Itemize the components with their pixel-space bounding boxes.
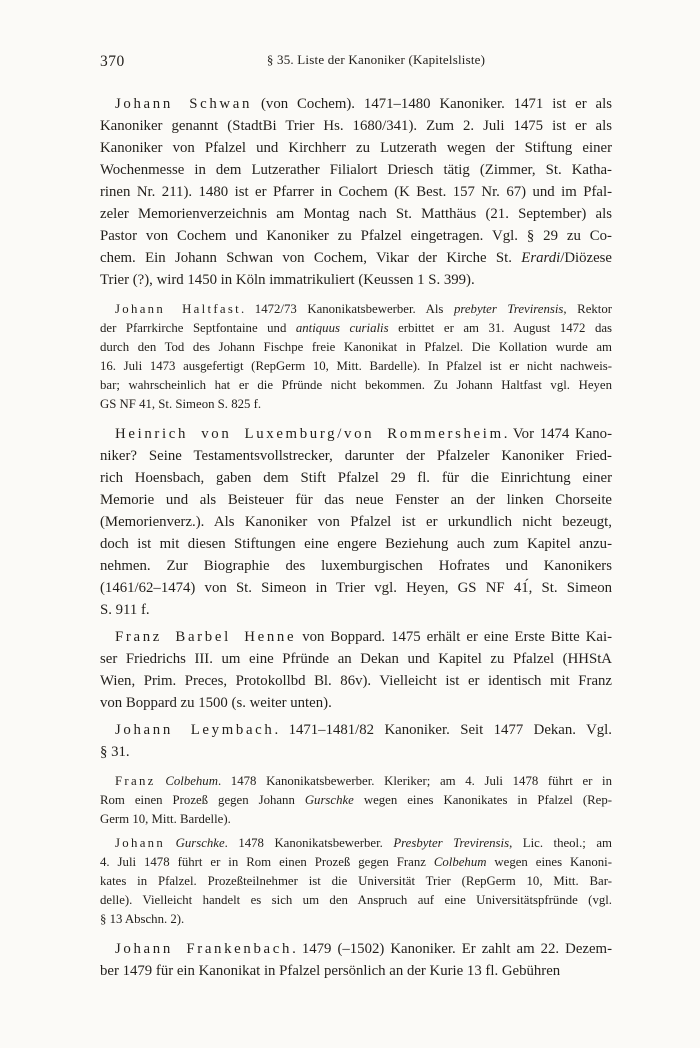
text-segment: 4. Juli 1478 führt er in Rom einen Prozeß gegen Franz: [100, 855, 434, 869]
text-segment: doch ist mit diesen Stiftungen eine engere Beziehung auch zum Kapitel anzu-: [100, 536, 612, 552]
text-segment: nehmen. Zur Biographie des luxemburgischen Hofrates und Kanonikers: [100, 558, 612, 574]
text-segment: durch den Tod des Johann Fischpe freie Kanonikat in Pfalzel. Die Kollation wurde am: [100, 340, 612, 354]
text-line: [100, 319, 612, 338]
text-segment: von Boppard zu 1500 (s. weiter unten).: [100, 695, 332, 711]
text-line: [100, 599, 612, 621]
text-line: [100, 300, 612, 319]
text-segment: . Vor 1474 Kano-: [503, 426, 612, 442]
person-name: Franz Barbel Henne: [115, 629, 297, 645]
paragraph: [100, 938, 612, 982]
text-segment: Pastor von Cochem und Kanoniker zu Pfalzel eingetragen. Vgl. § 29 zu Co-: [100, 228, 612, 244]
text-segment: . 1479 (–1502) Kanoniker. Er zahlt am 22. Dezem-: [292, 941, 612, 957]
text-segment: GS NF 41, St. Simeon S. 825 f.: [100, 397, 262, 411]
text-line: [100, 960, 612, 982]
text-line: [100, 719, 612, 741]
text-line: [100, 810, 612, 829]
person-name: Johann Leymbach: [115, 722, 275, 738]
text-line: [100, 181, 612, 203]
text-line: [100, 357, 612, 376]
text-line: [100, 626, 612, 648]
text-segment: (Memorienverz.). Als Kanoniker von Pfalzel ist er urkundlich nicht bezeugt,: [100, 514, 612, 530]
text-line: [100, 115, 612, 137]
text-segment: Kanoniker von Pfalzel und Kirchherr zu Lutzerath wegen der Stiftung einer: [100, 140, 612, 156]
text-segment: Colbehum: [433, 855, 487, 869]
text-segment: Gurschke: [304, 793, 354, 807]
text-line: [100, 772, 612, 791]
text-line: [100, 938, 612, 960]
page-header: [100, 52, 612, 74]
text-segment: (1461/62–1474) von St. Simeon in Trier vgl. Heyen, GS NF 41́, St. Simeon: [100, 580, 612, 596]
text-segment: 16. Juli 1473 ausgefertigt (RepGerm 10, Mitt. Bardelle). In Pfalzel ist er nicht nachweis-: [100, 359, 612, 373]
text-segment: kates in Pfalzel. Prozeßteilnehmer ist die Universität Trier (RepGerm 10, Mitt. Bar-: [100, 874, 612, 888]
text-line: [100, 648, 612, 670]
text-line: [100, 834, 612, 853]
person-name: Johann Haltfast: [115, 302, 242, 316]
person-name: Johann Frankenbach: [115, 941, 293, 957]
text-line: [100, 511, 612, 533]
text-segment: Presbyter Trevirensis: [393, 836, 510, 850]
text-segment: Colbehum: [165, 774, 218, 788]
text-line: [100, 376, 612, 395]
text-segment: ser Friedrichs III. um eine Pfründe an Dekan und Kapitel zu Pfalzel (HHStA: [100, 651, 612, 667]
paragraph: [100, 423, 612, 621]
text-segment: chem. Ein Johann Schwan von Cochem, Vikar der Kirche St.: [100, 250, 522, 266]
text-segment: . 1472/73 Kanonikatsbewerber. Als: [241, 302, 454, 316]
text-line: [100, 159, 612, 181]
text-line: [100, 853, 612, 872]
text-line: [100, 93, 612, 115]
text-segment: rinen Nr. 211). 1480 ist er Pfarrer in Cochem (K Best. 157 Nr. 67) und im Pfal-: [100, 184, 612, 200]
paragraph: [100, 834, 612, 929]
text-line: [100, 269, 612, 291]
text-segment: Germ 10, Mitt. Bardelle).: [100, 812, 231, 826]
text-segment: . 1478 Kanonikatsbewerber. Kleriker; am 4. Juli 1478 führt er in: [217, 774, 612, 788]
page-body: [100, 93, 612, 982]
text-segment: der Pfarrkirche Septfontaine und: [100, 321, 296, 335]
person-name: Franz: [115, 774, 156, 788]
text-line: [100, 395, 612, 414]
text-segment: Memorie und als Beisteuer für das neue Fenster an der linken Chorseite: [100, 492, 612, 508]
text-segment: delle). Vielleicht handelt es sich um den Anspruch auf eine Universitätspfründe (vgl.: [100, 893, 612, 907]
text-segment: ber 1479 für ein Kanonikat in Pfalzel persönlich an der Kurie 13 fl. Gebühren: [100, 963, 561, 979]
text-segment: antiquus curialis: [295, 321, 389, 335]
person-name: Johann: [115, 836, 166, 850]
scanned-book-page: [100, 52, 612, 982]
text-segment: wegen eines Kanoni-: [486, 855, 612, 869]
text-segment: wegen eines Kanonikates in Pfalzel (Rep-: [353, 793, 612, 807]
text-segment: prebyter Trevirensis: [453, 302, 564, 316]
text-line: [100, 489, 612, 511]
person-name: Johann Schwan: [115, 96, 253, 112]
text-line: [100, 791, 612, 810]
text-line: [100, 137, 612, 159]
text-segment: niker? Seine Testamentsvollstrecker, darunter der Pfalzeler Kanoniker Fried-: [100, 448, 612, 464]
text-line: [100, 670, 612, 692]
paragraph: [100, 626, 612, 714]
text-segment: Wien, Prim. Preces, Protokollbd Bl. 86v). Vielleicht ist er identisch mit Franz: [100, 673, 612, 689]
text-segment: (von Cochem). 1471–1480 Kanoniker. 1471 ist er als: [252, 96, 612, 112]
text-line: [100, 910, 612, 929]
paragraph: [100, 93, 612, 291]
text-segment: § 31.: [100, 744, 130, 760]
text-line: [100, 555, 612, 577]
text-line: [100, 247, 612, 269]
page-number: 370: [100, 53, 125, 70]
paragraph: [100, 719, 612, 763]
person-name: Heinrich von Luxemburg/von Rommersheim: [115, 426, 504, 442]
text-segment: , Rektor: [563, 302, 612, 316]
text-segment: erbittet er am 31. August 1472 das: [388, 321, 612, 335]
text-segment: § 13 Abschn. 2).: [100, 912, 185, 926]
text-segment: Trier (?), wird 1450 in Köln immatrikuliert (Keussen 1 S. 399).: [100, 272, 475, 288]
text-segment: . 1471–1481/82 Kanoniker. Seit 1477 Dekan. Vgl.: [274, 722, 612, 738]
text-line: [100, 467, 612, 489]
text-line: [100, 577, 612, 599]
text-line: [100, 225, 612, 247]
running-title: § 35. Liste der Kanoniker (Kapitelsliste): [266, 52, 486, 67]
text-segment: Wochenmesse in dem Lutzerather Filialort Driesch tätig (Zimmer, St. Katha-: [100, 162, 612, 178]
text-line: [100, 533, 612, 555]
text-line: [100, 692, 612, 714]
text-segment: [165, 836, 176, 850]
text-segment: S. 911 f.: [100, 602, 150, 618]
paragraph: [100, 300, 612, 414]
text-segment: Rom einen Prozeß gegen Johann: [100, 793, 305, 807]
text-segment: Kanoniker genannt (StadtBi Trier Hs. 1680/341). Zum 2. Juli 1475 ist er als: [100, 118, 612, 134]
text-line: [100, 872, 612, 891]
paragraph: [100, 772, 612, 829]
text-segment: /Diözese: [560, 250, 612, 266]
text-line: [100, 423, 612, 445]
text-segment: zeler Memorienverzeichnis am Montag nach St. Matthäus (21. September) als: [100, 206, 612, 222]
text-segment: von Boppard. 1475 erhält er eine Erste Bitte Kai-: [296, 629, 612, 645]
text-segment: Gurschke: [175, 836, 225, 850]
text-line: [100, 203, 612, 225]
text-line: [100, 741, 612, 763]
text-segment: , Lic. theol.; am: [509, 836, 612, 850]
text-segment: . 1478 Kanonikatsbewerber.: [224, 836, 394, 850]
text-segment: bar; wahrscheinlich hat er die Pfründe nicht bekommen. Zu Johann Haltfast vgl. Heyen: [100, 378, 612, 392]
text-segment: Erardi: [521, 250, 561, 266]
text-line: [100, 338, 612, 357]
text-line: [100, 891, 612, 910]
text-line: [100, 445, 612, 467]
text-segment: [156, 774, 166, 788]
text-segment: rich Hoensbach, gaben dem Stift Pfalzel 29 fl. für die Einrichtung einer: [100, 470, 612, 486]
